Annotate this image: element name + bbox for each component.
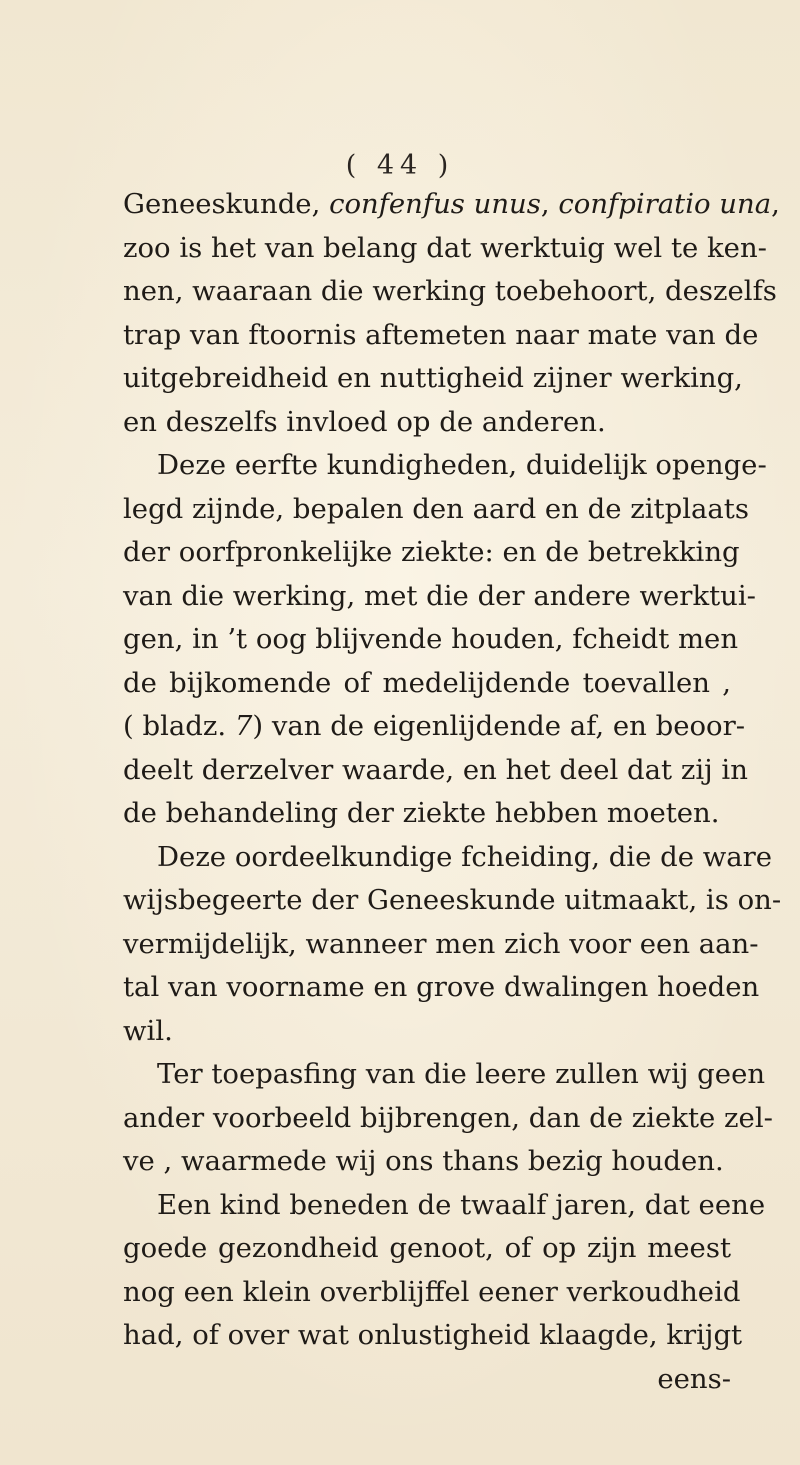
- page-number: ( 44 ): [345, 150, 455, 181]
- latin-phrase-1: confenfus unus: [329, 188, 541, 220]
- text-line-23: ve , waarmede wij ons thans bezig houden.: [123, 1145, 724, 1177]
- text-line-21: Ter toepasfing van die leere zullen wij geen: [157, 1058, 766, 1090]
- text-line-8: legd zijnde, bepalen den aard en de zitplaats: [123, 492, 749, 525]
- text-line-5: uitgebreidheid en nuttigheid zijner werking,: [123, 362, 743, 394]
- latin-phrase-2: confpiratio una: [558, 188, 772, 220]
- text-line-3: nen, waaraan die werking toebehoort, deszelfs: [123, 275, 777, 307]
- page-reference: 7: [234, 710, 253, 742]
- text-line-20: wil.: [123, 1014, 173, 1047]
- text-line-25: goede gezondheid genoot, of op zijn meest: [123, 1232, 731, 1264]
- text-line-27: had, of over wat onlustigheid klaagde, krijgt: [123, 1319, 743, 1351]
- text-line-4: trap van ftoornis aftemeten naar mate van de: [123, 318, 759, 351]
- line-1-text-e: ,: [771, 188, 780, 220]
- text-line-22: ander voorbeeld bijbrengen, dan de ziekte zel-: [123, 1101, 773, 1134]
- text-line-1: [123, 183, 780, 227]
- text-line-26: nog een klein overblijffel eener verkoudheid: [123, 1275, 741, 1308]
- text-line-16: Deze oordeelkundige fcheiding, die de ware: [157, 840, 773, 873]
- text-line-12: de bijkomende of medelijdende toevallen ,: [123, 666, 731, 699]
- text-line-13: [123, 705, 746, 749]
- text-line-17: wijsbegeerte der Geneeskunde uitmaakt, is on-: [123, 884, 782, 916]
- text-line-9: der oorfpronkelijke ziekte: en de betrekking: [123, 536, 740, 568]
- line-1-text-a: Geneeskunde,: [123, 188, 330, 220]
- text-line-15: de behandeling der ziekte hebben moeten.: [123, 797, 720, 829]
- text-line-6: en deszelfs invloed op de anderen.: [123, 405, 606, 438]
- text-line-11: gen, in ’t oog blijvende houden, fcheidt men: [123, 623, 739, 655]
- text-line-14: deelt derzelver waarde, en het deel dat zij in: [123, 753, 748, 786]
- text-line-18: vermijdelijk, wanneer men zich voor een aan-: [123, 927, 759, 960]
- text-line-19: tal van voorname en grove dwalingen hoeden: [123, 971, 760, 1003]
- catchword: eens-: [657, 1362, 731, 1395]
- line-1-text-c: ,: [540, 188, 559, 220]
- text-line-7: Deze eerfte kundigheden, duidelijk openge-: [157, 449, 767, 481]
- text-line-10: van die werking, met die der andere werktui-: [123, 579, 756, 612]
- body-text: [123, 183, 782, 1401]
- text-line-2: zoo is het van belang dat werktuig wel te ken-: [123, 231, 767, 264]
- line-13-text-c: ) van de eigenlijdende af, en beoor-: [252, 710, 746, 742]
- text-line-24: Een kind beneden de twaalf jaren, dat eene: [157, 1188, 766, 1221]
- line-13-text-a: ( bladz.: [123, 710, 235, 742]
